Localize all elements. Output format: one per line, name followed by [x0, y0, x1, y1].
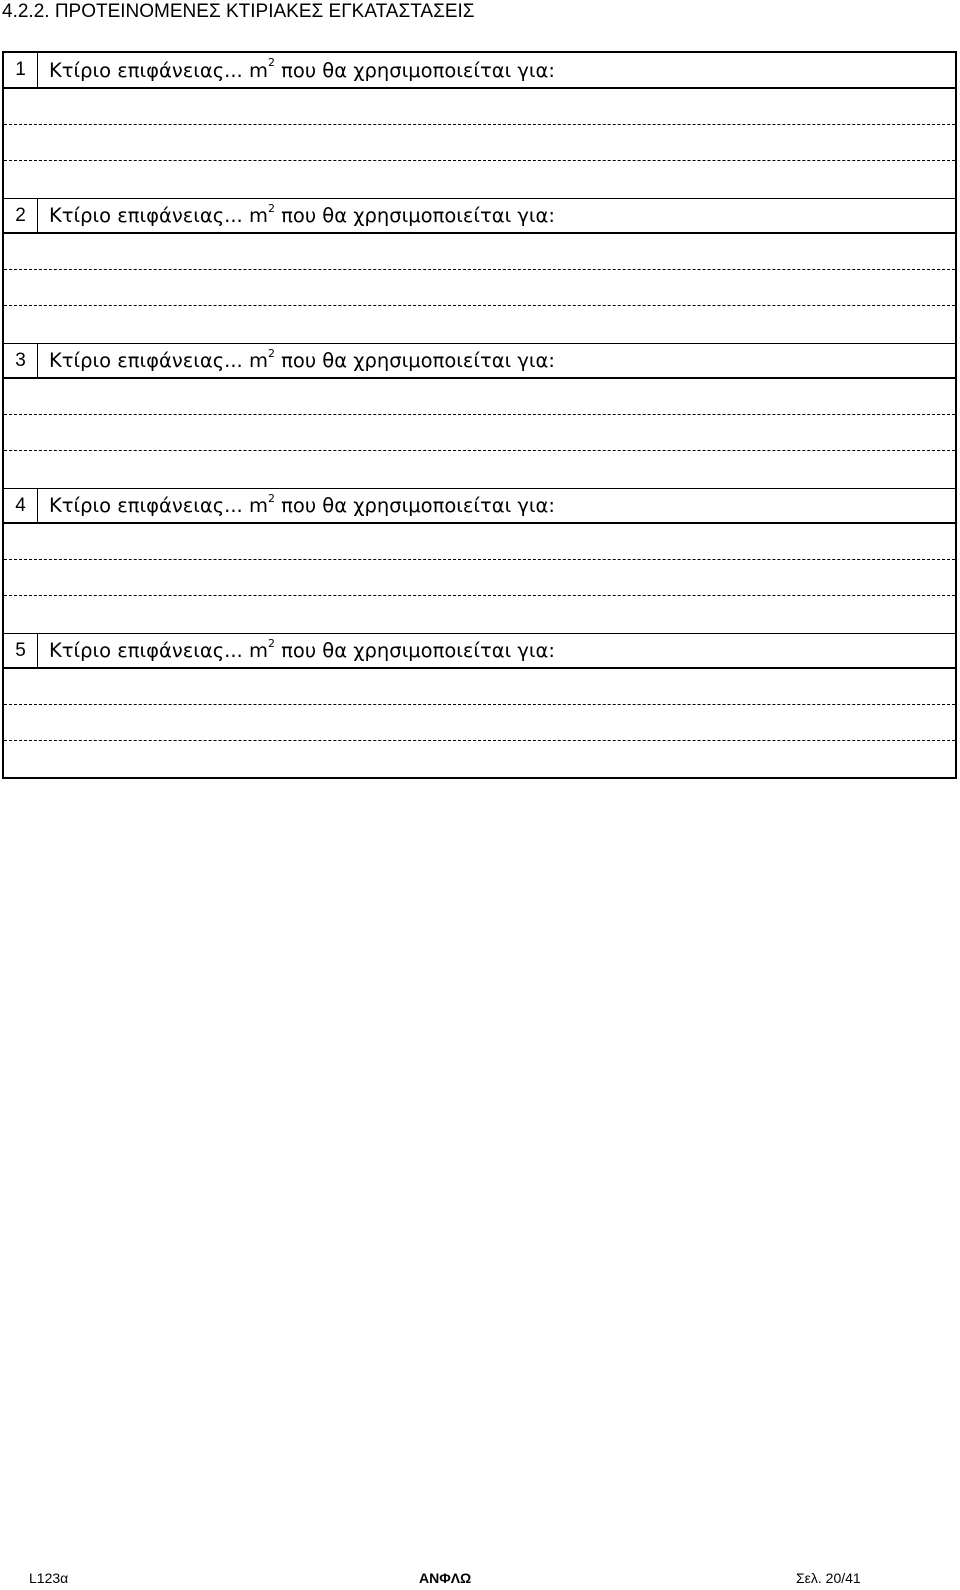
fill-in-line [4, 704, 955, 705]
area-unit-superscript: 2 [267, 201, 275, 215]
entry-number: 2 [4, 199, 38, 232]
entry-number: 5 [4, 634, 38, 667]
fill-in-line [4, 559, 955, 560]
page-footer [0, 1568, 960, 1588]
entry-header [4, 53, 955, 89]
fill-in-line [4, 450, 955, 451]
entry-label-main: Κτίριο επιφάνειας... m [49, 349, 268, 372]
entry-header [4, 198, 955, 234]
section-heading: 4.2.2. ΠΡΟΤΕΙΝΟΜΕΝΕΣ ΚΤΙΡΙΑΚΕΣ ΕΓΚΑΤΑΣΤΑΣΕΙΣ [2, 1, 475, 22]
fill-in-line [4, 305, 955, 306]
entry-number: 1 [4, 53, 38, 87]
entry-label [38, 346, 555, 372]
entry-number: 3 [4, 344, 38, 377]
fill-in-line [4, 740, 955, 741]
document-code: L123α [29, 1570, 69, 1586]
area-unit-superscript: 2 [267, 56, 275, 69]
entry-fill-area[interactable] [4, 524, 955, 633]
entry-label [38, 636, 555, 662]
entry-label-main: Κτίριο επιφάνειας... m [49, 494, 268, 517]
building-entry [4, 198, 955, 343]
fill-in-line [4, 595, 955, 596]
entry-label [38, 201, 555, 227]
entry-label-main: Κτίριο επιφάνειας... m [49, 639, 268, 662]
building-entry [4, 488, 955, 633]
entry-header [4, 488, 955, 524]
fill-in-line [4, 124, 955, 125]
entry-label-tail: που θα χρησιμοποιείται για: [274, 349, 555, 372]
page-number: Σελ. 20/41 [796, 1570, 861, 1586]
area-unit-superscript: 2 [267, 346, 275, 360]
building-entry [4, 53, 955, 198]
area-unit-superscript: 2 [267, 491, 275, 505]
fill-in-line [4, 269, 955, 270]
entry-number: 4 [4, 489, 38, 522]
entry-label [38, 56, 555, 82]
entry-header [4, 343, 955, 379]
entry-label-tail: που θα χρησιμοποιείται για: [274, 494, 555, 517]
entry-label [38, 491, 555, 517]
entry-label-main: Κτίριο επιφάνειας... m [49, 58, 268, 82]
entry-fill-area[interactable] [4, 234, 955, 343]
entry-label-tail: που θα χρησιμοποιείται για: [274, 58, 555, 82]
document-title: ΑΝΦΛΩ [419, 1570, 472, 1586]
fill-in-line [4, 160, 955, 161]
fill-in-line [4, 414, 955, 415]
entry-fill-area[interactable] [4, 89, 955, 198]
area-unit-superscript: 2 [267, 636, 275, 650]
entry-fill-area[interactable] [4, 379, 955, 488]
entry-label-tail: που θα χρησιμοποιείται για: [274, 204, 555, 227]
entry-header [4, 633, 955, 669]
entry-label-tail: που θα χρησιμοποιείται για: [274, 639, 555, 662]
entry-fill-area[interactable] [4, 669, 955, 777]
building-entry [4, 633, 955, 777]
entry-label-main: Κτίριο επιφάνειας... m [49, 204, 268, 227]
building-facilities-form [2, 51, 957, 779]
building-entry [4, 343, 955, 488]
